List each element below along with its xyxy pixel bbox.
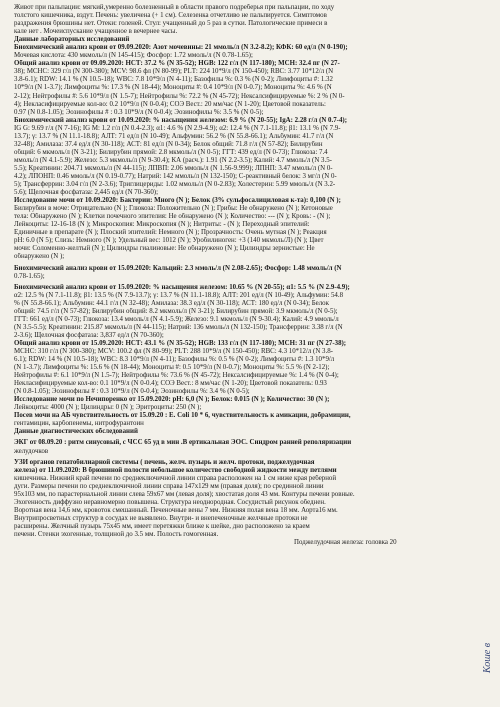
text-line: расширены. Желчный пузырь 75х45 мм, имеет перетяжки ближе к шейке, дно расположено за краем <box>14 522 310 530</box>
text-line: pH: 6.0 (N 5); Слизь: Немного (N ); Удельный вес: 1012 (N ); Уробилиноген: +3 (140 мкмоль/Л) (N ); Цвет <box>14 237 324 245</box>
text-line: IG G: 9.69 г/л (N 7-16); IG M: 1.2 г/л (N 0.4-2.3); α1: 4.6 % (N 2.9-4.9); α2: 12.4 % (N 7.1-11.8); β1: 13.1 % (N 7.9- <box>14 124 341 132</box>
text-line: 2-12); Нейтрофилы #: 5.6 10*9/л (N 1.5-7); Нейтрофилы %: 72.2 % (N 45-72); Нексалсифицируемые %: 2 % (N 0- <box>14 92 345 100</box>
text-line: Посев мочи на АБ чувствительность от 15.09.20 : E. Coli 10 * 6, чувствительность к амикацин, добрамицин, <box>14 412 351 420</box>
text-line: Билирубин в моче: Отрицательно (N ); Глюкоза: Положительно (N ); Грибы: Не обнаружено (N ); Кетоновые <box>14 205 333 213</box>
text-line: ГГТ: 661 ед/л (N 0-73); Глюкоза: 13.4 ммоль/л (N 4.1-5.9); Железо: 9.1 мкмоль/л (N 9-30.4); Калий: 4.9 ммоль/л <box>14 315 339 323</box>
text-line: Лейкоциты: 4000 (N ); Цилиндры: 0 (N ); Эритроциты: 250 (N ); <box>14 404 202 412</box>
text-line: желудочков <box>14 447 49 455</box>
text-line: Мочевая кислота: 430 мкмоль/л (N 145-415); Фосфор: 1.72 ммоль/л (N 0.78-1.65); <box>14 52 253 60</box>
text-line: Единичные в препарате (N ); Плоский эпителий: Немного (N ); Прозрачность: Очень мутная (N ); Реакция <box>14 229 327 237</box>
text-line: % (N 55.8-66.1); Альбумин: 44.1 г/л (N 32-48); Амилаза: 38.3 ед/л (N 30-118); АСТ: 180 ед/л (N 0-34); Белок <box>14 299 329 307</box>
text-line: Биохимический анализ крови от 15.09.2020: Кальций: 2.3 ммоль/л (N 2.08-2.65); Фосфор: 1.48 ммоль/л (N <box>14 264 342 272</box>
text-line: Общий анализ крови от 15.09.2020: НСТ: 43.1 % (N 35-52); НGВ: 133 г/л (N 117-180); МСН: 31 пг (N 27-38); <box>14 339 347 347</box>
text-line: 4); Некласифицируемые кол-во: 0.2 10*9/л (N 0-0.4); СОЭ Вест.: 20 мм/час (N 1-20); Цветовой показатель: <box>14 100 326 108</box>
text-line: железа) от 11.09.2020: В брюшиной полости небольшое количество свободной жидкости между петлями <box>14 466 337 474</box>
text-line: Исследование мочи по Нечипоренко от 15.09.2020: pH: 6,0 (N ); Белок: 0.015 (N ); Количество: 30 (N ); <box>14 396 330 404</box>
text-line: Данные диагностических обследований <box>14 428 138 436</box>
text-line: тела: Обнаружено (N ); Клетки почечного эпителия: Не обнаружено (N ); Количество: --- (N ); Кровь: - (N ); <box>14 213 331 221</box>
text-line: Данные лабораторных исследований <box>14 36 130 44</box>
text-line: Поджелудочная железа: головка 20 <box>294 539 397 547</box>
text-line: Биохимический анализ крови от 15.09.2020: % насыщения железом: 10.65 % (N 20-55); α1: 5.5 % (N 2.9-4.9); <box>14 283 350 291</box>
text-line: ЭКГ от 08.09.20 : ритм синусовый, с ЧСС 65 уд в мин .В ертикальная ЭОС. Синдром ранней реполяризации <box>14 439 352 447</box>
text-line: Общий анализ крови от 09.09.2020: НСТ: 37.2 % (N 35-52); НGВ: 122 г/л (N 117-180); МСН: 32.4 пг (N 27- <box>14 60 340 68</box>
text-line: (N 0.8-1.05); Эозинофилы # : 0.3 10*9/л (N 0-0.4); Эозинофилы %: 3.4 % (N 0-5); <box>14 388 250 396</box>
text-line: ммоль/л (N 4.1-5.9); Железо: 5.3 мкмоль/л (N 9-30.4); КА (расч.): 1.91 (N 2.2-3.5); Калий: 4.7 ммоль/л (N 3.5- <box>14 156 332 164</box>
text-line: 32-48); Амилаза: 37.4 ед/л (N 30-118); АСТ: 81 ед/л (N 0-34); Белок общий: 71.8 г/л (N 57-82); Билирубин <box>14 140 323 148</box>
text-line: Внутрипросветных структур в сосудах не выявлено. Внутри- и внепеченочные желчные протоки не <box>14 514 308 522</box>
text-line: 4.2); ЛПОНП: 0.46 ммоль/л (N 0.19-0.77); Натрий: 142 ммоль/л (N 132-150); С-реактивный белок: 3 мг/л (N 0- <box>14 172 337 180</box>
text-line: 0.97 (N 0.8-1.05); Эозинофилы # : 0.3 10*9/л (N 0-0.4); Эозинофилы %: 3.5 % (N 0-5); <box>14 108 264 116</box>
text-line: Некласифицируемые кол-во: 0.1 10*9/л (N 0-0.4); СОЭ Вест.: 8 мм/час (N 1-20); Цветовой показатель: 0.93 <box>14 380 327 388</box>
text-line: Эхогенность диффузно неравномерно повышена. Структура неоднородная. Сосудистый рисунок обеднен. <box>14 498 326 506</box>
text-line: Лейкоциты: 12-16-18 (N ); Микроскопия: Микроскопия (N ); Нитриты: - (N ); Переходный эпителий: <box>14 221 310 229</box>
text-line: гентамицин, карбопенемы, нитрофурантоин <box>14 420 144 428</box>
text-line: дуги. Размеры печени по среднеключичной линии справа 147х129 мм (правая доля); по срединной линии <box>14 482 324 490</box>
text-line: α2: 12.5 % (N 7.1-11.8); β1: 13.5 % (N 7.9-13.7); γ: 13.7 % (N 11.1-18.8); АЛТ: 201 ед/л (N 10-49); Альфумин: 54.8 <box>14 291 344 299</box>
text-line: 3.8-6.1); RDW: 14.1 % (N 10.5-18); WBС: 7.8 10*9/л (N 4-11); Базофилы %: 0.3 % (N 0-2); Лимфоциты #: 1.32 <box>14 76 333 84</box>
text-line: обнаружено (N ); <box>14 253 65 261</box>
text-line: 13.7); γ: 13.7 % (N 11.1-18.8); АЛТ: 71 ед/л (N 10-49); Альфумин: 56.2 % (N 55.8-66.1); Альбумин: 41.7 г/л (N <box>14 132 334 140</box>
text-line: УЗИ органов гепатобилиарной системы ( печень, желч. пузырь и желч. протоки, поджелудочная <box>14 458 315 466</box>
text-line: толстого кишечника, вздут. Печень: увеличена (+ 1 см). Селезенка отчетливо не пальпируется. Симптомов <box>14 12 327 20</box>
text-line: Биохимический анализ крови от 09.09.2020: Азот мочевины: 21 ммоль/л (N 3.2-8.2); КФК: 60 ед/л (N 0-190); <box>14 44 348 52</box>
text-line: 6.1); RDW: 14 % (N 10.5-18); WBС: 8.3 10*9/л (N 4-11); Базофилы %: 0.5 % (N 0-2); Лимфоциты #: 1.3 10*9/л <box>14 356 335 364</box>
text-line: кале нет . Мочеиспускание учащенное в вечернее часы. <box>14 28 178 36</box>
text-line: Воротная вена 14,6 мм, кровоток смешанный. Печеночные вены 7 мм. Нижняя полая вена 18 мм. Аорта16 мм. <box>14 506 338 514</box>
text-line: 0.78-1.65); <box>14 272 45 280</box>
text-line: Исследование мочи от 10.09.2020: Бактерии: Много (N ); Белок (3% сульфосалициловая к-та): 0,100 (N ); <box>14 197 341 205</box>
text-line: (N 3.5-5.5); Креатинин: 215.87 мкмоль/л (N 44-115); Натрий: 136 ммоль/л (N 132-150); Трансферрин: 3.38 г/л (N <box>14 323 343 331</box>
text-line: 2-3.6); Щелочная фосфатаза: 3,837 ед/л (N 70-360); <box>14 331 164 339</box>
text-line: мочи: Соломенно-желтый (N ); Цилиндры гиалиновые: Не обнаружено (N ); Цилиндры зернистые: Не <box>14 245 315 253</box>
text-line: кишечника. Нижний край печени по среднеключичной линии справа расположен на 1 см ниже края реберной <box>14 474 337 482</box>
text-line: Нейтрофилы #: 6.1 10*9/л (N 1.5-7); Нейтрофилы %: 73.6 % (N 45-72); Нексалсифицируемые %: 1.4 % (N 0-4); <box>14 372 339 380</box>
text-line: Живот при пальпации: мягкий,умеренно болезненный в области правого подреберья при пальпации, по ходу <box>14 4 335 11</box>
text-line: 95х103 мм, по парастернальной линии слева 59х67 мм (левая доля); хвостатая доля 43 мм. Контуры печени ровные. <box>14 490 355 498</box>
text-line: Биохимический анализ крови от 10.09.2020: % насыщения железом: 6.9 % (N 20-55); IgA: 2.28 г/л (N 0.7-4); <box>14 116 348 124</box>
text-line: раздражения брюшины нет. Отеки: голеней. Стул: учащенный до 5 раз в сутки. Патологические примеси в <box>14 20 328 28</box>
text-line: 5.6); Щелочная фосфатаза: 2,445 ед/л (N 70-360); <box>14 189 159 197</box>
text-line: печени. Стенки эхогенные, толщиной до 3.5 мм. Полость гомогенная. <box>14 531 219 538</box>
text-line: 5.5); Креатинин: 204.71 мкмоль/л (N 44-115); ЛПВП: 2.06 ммоль/л (N 1.56-9.999); ЛПНП: 3.47 ммоль/л (N 0- <box>14 164 333 172</box>
text-line: 10*9/л (N 1-3.7); Лимфоциты %: 17.3 % (N 18-44); Моноциты #: 0.4 10*9/л (N 0-0.7); Моноциты %: 4.6 % (N <box>14 84 332 92</box>
text-line: общий: 6 мкмоль/л (N 3-21); Билирубин прямой: 2.8 мкмоль/л (N 0-5); ГГТ: 439 ед/л (N 0-73); Глюкоза: 7.4 <box>14 148 328 156</box>
text-line: (N 1-3.7); Лимфоциты %: 15.6 % (N 18-44); Моноциты #: 0.5 10*9/л (N 0-0.7); Моноциты %: 5.5 % (N 2-12); <box>14 364 330 372</box>
text-line: 5); Трансферрин: 3.04 г/л (N 2-3.6); Триглицериды: 1.02 ммоль/л (N 0-2.83); Холестерин: 5.99 ммоль/л (N 3.2- <box>14 181 336 189</box>
text-line: МСНС: 310 г/л (N 300-380); МСV: 100.2 фл (N 80-99); PLТ: 288 10*9/л (N 150-450); RВС: 4.3 10*12/л (N 3.8- <box>14 347 333 355</box>
text-line: 38); МСНС: 329 г/л (N 300-380); МСV: 98.6 фл (N 80-99); PLТ: 224 10*9/л (N 150-450); RВС: 3.77 10*12/л (N <box>14 68 334 76</box>
text-line: общий: 74.5 г/л (N 57-82); Билирубин общий: 8.2 мкмоль/л (N 3-21); Билирубин прямой: 3.9 мкмоль/л (N 0-5); <box>14 307 338 315</box>
handwritten-signature: Коше в <box>482 642 493 673</box>
